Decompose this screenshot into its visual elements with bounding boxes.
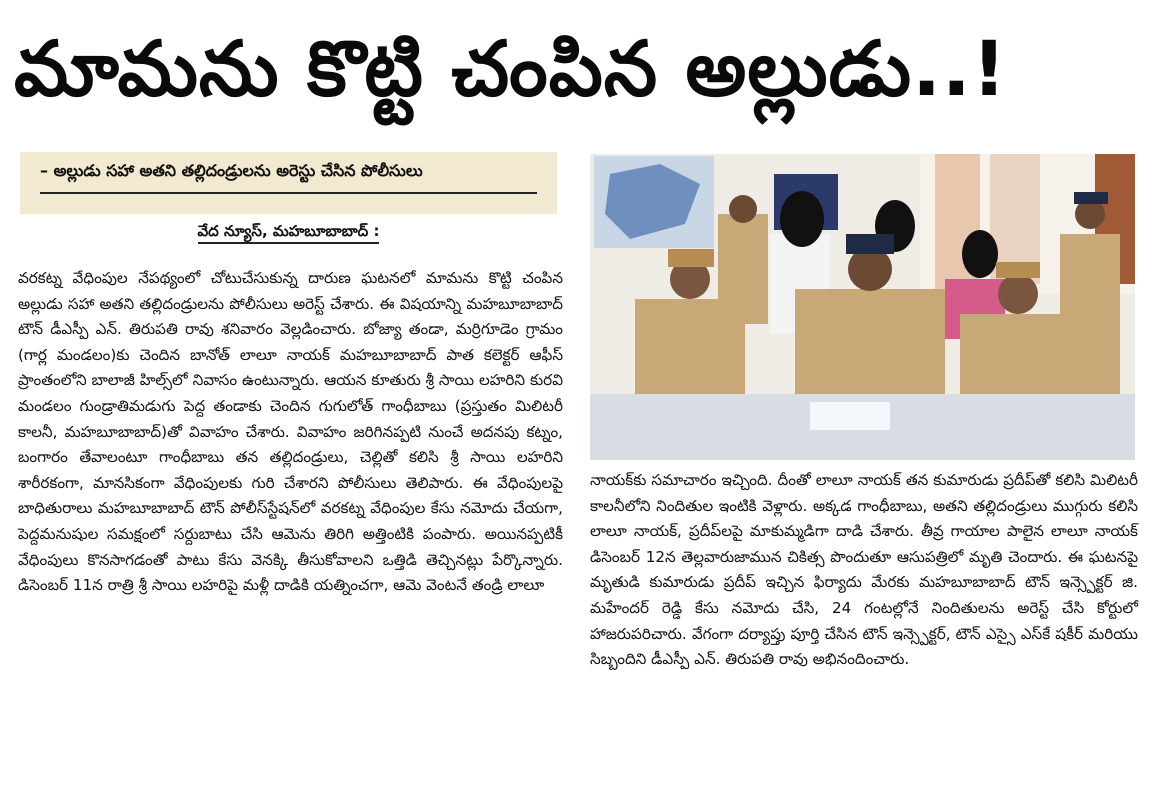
subheadline-rule: [40, 192, 537, 194]
headline: మామను కొట్టి చంపిన అల్లుడు..!: [14, 24, 1008, 113]
dateline-text: వేద న్యూస్, మహబూబాబాద్ :: [198, 222, 380, 244]
photo-illustration: [590, 154, 1135, 460]
subheadline: – అల్లుడు సహా అతని తల్లిదండ్రులను అరెస్టు చేసిన పోలీసులు: [40, 161, 423, 180]
dateline: [20, 218, 557, 244]
press-meet-photo: [590, 154, 1135, 460]
article-body-right: నాయక్‌కు సమాచారం ఇచ్చింది. దీంతో లాలూ నాయక్ తన కుమారుడు ప్రదీప్‌తో కలిసి మిలిటరీ కాలనీలోని నిందితుల ఇంటికి వెళ్లారు. అక్కడ గాంధీబాబు, అతని తల్లిదండ్రులు ముగ్గురు కలిసి లాలూ నాయక్, ప్రదీప్‌లపై మాకుమ్మడిగా దాడి చేశారు. తీవ్ర గాయాల పాలైన లాలూ నాయక్ డిసెంబర్ 12న తెల్లవారుజామున చికిత్స పొందుతూ ఆసుపత్రిలో మృతి చెందారు. ఈ ఘటనపై మృతుడి కుమారుడు ప్రదీప్ ఇచ్చిన ఫిర్యాదు మేరకు మహబూబాబాద్ టౌన్ ఇన్స్పెక్టర్ జి. మహేందర్ రెడ్డి కేసు నమోదు చేసి, 24 గంటల్లోనే నిందితులను అరెస్ట్ చేసి కోర్టులో హాజరుపరిచారు. వేగంగా దర్యాప్తు పూర్తి చేసిన టౌన్ ఇన్స్పెక్టర్, టౌన్ ఎస్సై ఎస్‌కే షకీర్ మరియు సిబ్బందిని డీఎస్పీ ఎన్. తిరుపతి రావు అభినందించారు.: [590, 471, 1138, 669]
subheadline-box: [20, 152, 557, 214]
article-body-left: వరకట్న వేధింపుల నేపథ్యంలో చోటుచేసుకున్న దారుణ ఘటనలో మామను కొట్టి చంపిన అల్లుడు సహా అతని తల్లిదండ్రులను పోలీసులు అరెస్ట్ చేశారు. ఈ విషయాన్ని మహబూబాబాద్ టౌన్ డీఎస్పీ ఎన్. తిరుపతి రావు శనివారం వెల్లడించారు. బోజ్యా తండా, మర్రిగూడెం గ్రామం (గార్ల మండలం)కు చెందిన బానోత్ లాలూ నాయక్ మహబూబాబాద్ పాత కలెక్టర్ ఆఫీస్ ప్రాంతంలోని బాలాజీ హిల్స్‌లో నివాసం ఉంటున్నారు. ఆయన కూతురు శ్రీ సాయి లహరిని కురవి మండలం గుండ్రాతిమడుగు పెద్ద తండాకు చెందిన గుగులోత్ గాంధీబాబు (ప్రస్తుతం మిలిటరీ కాలనీ, మహబూబాబాద్)తో వివాహం చేశారు. వివాహం జరిగినప్పటి నుంచే అదనపు కట్నం, బంగారం తేవాలంటూ గాంధీబాబు తన తల్లిదండ్రులు, చెల్లితో కలిసి శ్రీ సాయి లహరిని శారీరకంగా, మానసికంగా వేధింపులకు గురి చేశారని పోలీసులు తెలిపారు. ఈ వేధింపులపై బాధితురాలు మహబూబాబాద్ టౌన్ పోలీస్‌స్టేషన్‌లో వరకట్న వేధింపుల కేసు నమోదు చేయగా, పెద్దమనుషుల సమక్షంలో సర్దుబాటు చేసి ఆమెను తిరిగి అత్తింటికి పంపారు. అయినప్పటికీ వేధింపులు కొనసాగడంతో పాటు కేసు వెనక్కి తీసుకోవాలని ఒత్తిడి తెచ్చినట్లు పేర్కొన్నారు. డిసెంబర్ 11న రాత్రి శ్రీ సాయి లహరిపై మళ్లీ దాడికి యత్నించగా, ఆమె వెంటనే తండ్రి లాలూ: [18, 269, 563, 595]
